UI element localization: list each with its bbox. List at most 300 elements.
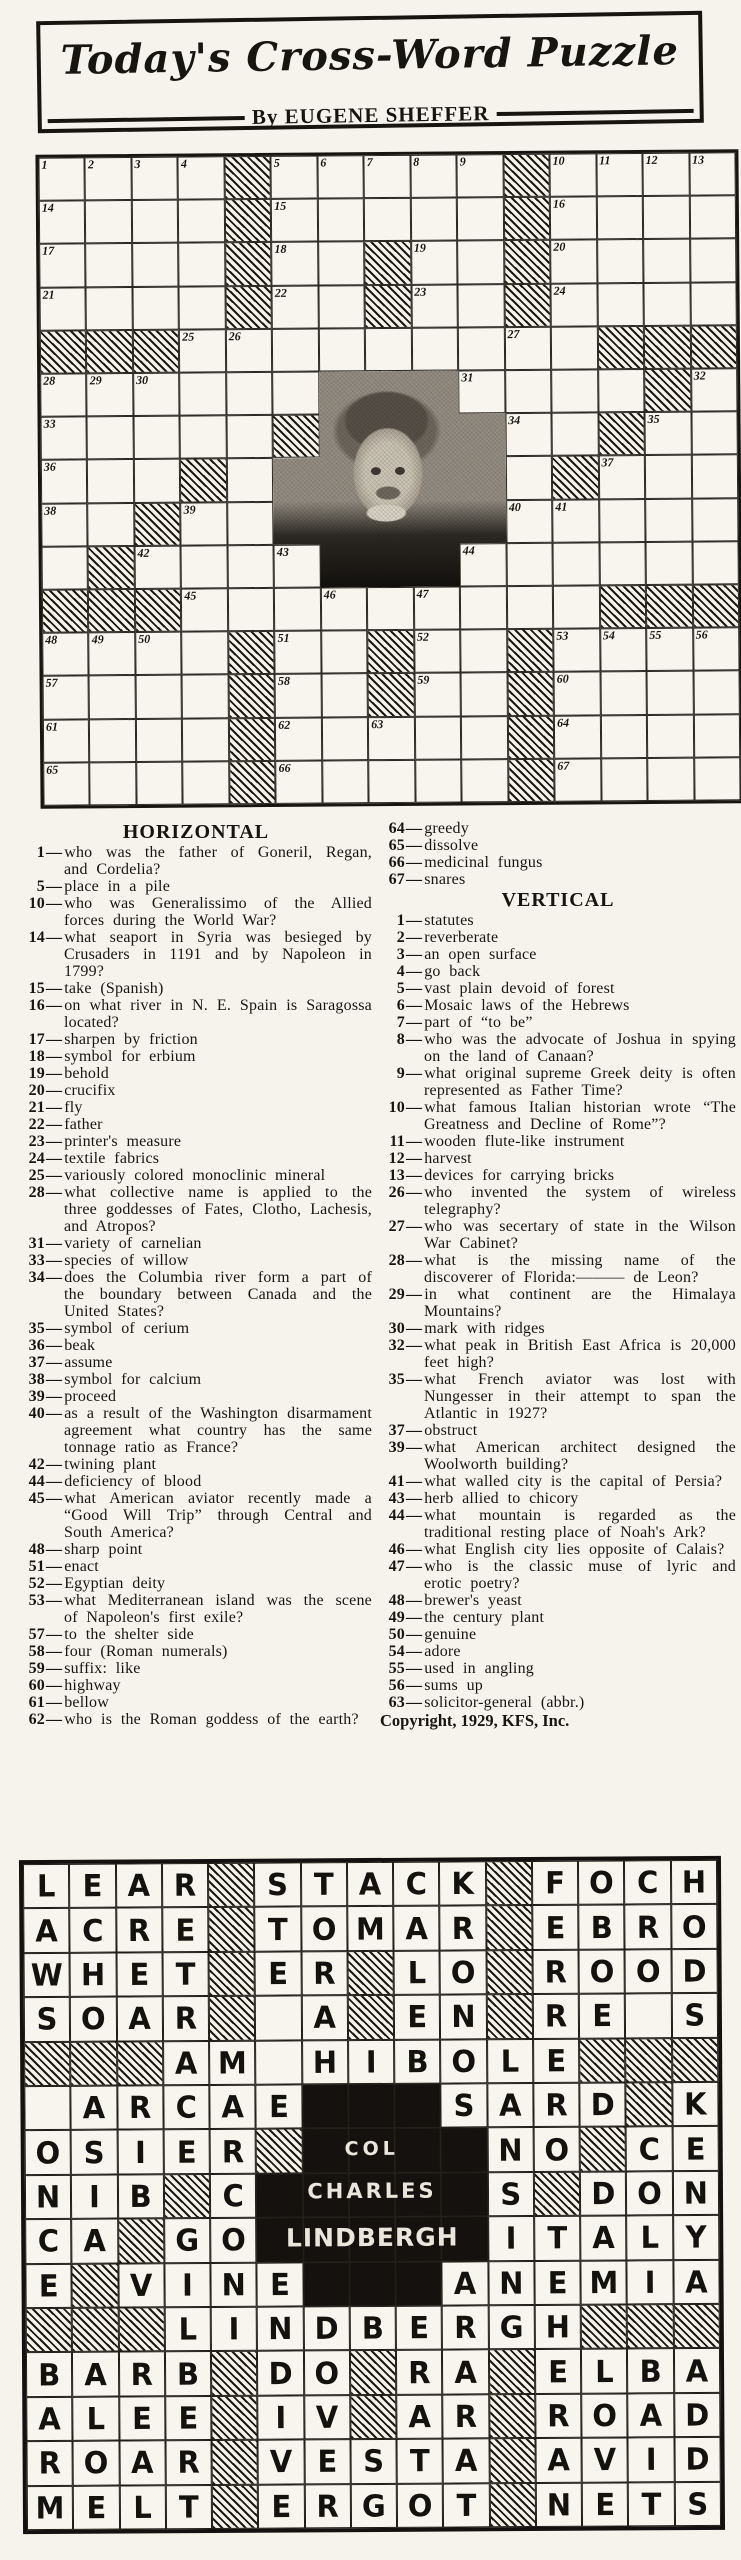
clue-text: what English city lies opposite of Calais? — [424, 1541, 725, 1558]
clue-number: 36 — [28, 1337, 45, 1354]
clue-text: what mountain is regarded as the traditional resting place of Noah's Ark? — [424, 1507, 736, 1541]
clue-item — [20, 1031, 372, 1048]
solution-letter: A — [639, 2397, 663, 2434]
photo-caption-cell — [394, 2084, 441, 2129]
clue-number: 28 — [28, 1184, 45, 1201]
clue-number: 52 — [28, 1575, 45, 1592]
clue-item — [380, 854, 736, 871]
solution-cell — [533, 1994, 580, 2039]
solution-cell — [533, 2038, 580, 2083]
grid-cell — [364, 198, 411, 242]
clue-text: proceed — [64, 1388, 117, 1405]
clue-text: what is the missing name of the discoverer of Florida:——— de Leon? — [424, 1252, 736, 1286]
clue-item — [20, 1065, 372, 1082]
solution-letter: L — [36, 1868, 56, 1905]
solution-letter: O — [635, 1953, 661, 1990]
clue-item — [20, 1473, 372, 1490]
clue-dash: — — [46, 1660, 63, 1677]
clue-number: 67 — [388, 871, 405, 888]
cell-number: 4 — [180, 156, 187, 171]
grid-cell — [319, 328, 366, 372]
cell-number: 45 — [184, 588, 197, 603]
clue-item — [20, 1184, 372, 1235]
cell-number: 25 — [182, 329, 195, 344]
clue-dash: — — [46, 1371, 63, 1388]
clue-dash: — — [406, 1422, 423, 1439]
cell-number: 29 — [89, 373, 102, 388]
clue-item — [20, 1371, 372, 1388]
grid-cell — [599, 499, 646, 543]
grid-cell — [178, 199, 225, 243]
cell-number: 18 — [274, 242, 287, 257]
solution-letter: T — [641, 2486, 662, 2523]
solution-letter: R — [177, 2444, 200, 2481]
solution-cell — [578, 1905, 625, 1950]
grid-cell — [550, 240, 597, 284]
grid-cell — [643, 239, 690, 283]
solution-cell — [535, 2394, 582, 2439]
solution-letter: E — [407, 1999, 428, 2036]
solution-letter: T — [313, 1866, 334, 1903]
cell-number: 37 — [601, 455, 614, 470]
grid-cell — [271, 156, 318, 200]
solution-letter: E — [82, 1867, 103, 1904]
clue-number: 49 — [388, 1609, 405, 1626]
solution-cell — [672, 2082, 719, 2127]
grid-cell — [554, 758, 601, 802]
clue-item — [20, 1116, 372, 1133]
solution-letter: O — [221, 2222, 246, 2259]
grid-cell — [598, 369, 645, 413]
solution-cell — [626, 2171, 673, 2216]
grid-cell — [457, 154, 504, 198]
clue-text: crucifix — [64, 1082, 116, 1099]
clue-item — [380, 871, 736, 888]
clue-dash: — — [46, 980, 63, 997]
grid-cell — [644, 282, 691, 326]
solution-letter: L — [133, 2489, 152, 2526]
solution-cell — [532, 1861, 579, 1906]
solution-cell — [117, 2085, 164, 2130]
solution-cell — [24, 1997, 71, 2042]
clue-number: 50 — [388, 1626, 405, 1643]
grid-cell — [227, 545, 274, 589]
solution-letter: L — [178, 2311, 198, 2348]
solution-letter: C — [638, 2130, 661, 2167]
clue-number: 29 — [388, 1286, 405, 1303]
solution-cell — [673, 2171, 720, 2216]
grid-cell — [506, 543, 553, 587]
clue-item — [380, 1184, 736, 1218]
grid-cell — [179, 286, 226, 330]
solution-cell — [440, 2039, 487, 2084]
solution-letter: R — [636, 1908, 660, 1945]
clue-dash: — — [46, 1167, 63, 1184]
clue-item — [380, 1694, 736, 1711]
solution-cell — [73, 2485, 120, 2530]
black-cell — [508, 759, 555, 803]
clue-item — [20, 1541, 372, 1558]
solution-cell — [674, 2437, 721, 2482]
clue-dash: — — [406, 1439, 423, 1456]
clue-item — [380, 980, 736, 997]
solution-cell — [164, 2218, 211, 2263]
solution-cell — [443, 2483, 490, 2528]
grid-cell — [693, 714, 740, 758]
solution-cell — [534, 2260, 581, 2305]
solution-letter: R — [454, 2309, 477, 2346]
solution-cell — [209, 2040, 256, 2085]
clue-text: solicitor-general (abbr.) — [424, 1694, 585, 1711]
clue-number: 11 — [389, 1133, 405, 1150]
clue-item — [380, 1371, 736, 1422]
solution-cell — [532, 1905, 579, 1950]
grid-cell — [228, 588, 275, 632]
grid-cell — [461, 672, 508, 716]
cell-number: 34 — [508, 413, 521, 428]
solution-cell — [163, 2085, 210, 2130]
grid-cell — [274, 544, 321, 588]
clue-number: 55 — [388, 1660, 405, 1677]
grid-cell — [317, 155, 364, 199]
horizontal-clues-continued — [380, 820, 736, 888]
grid-cell — [41, 503, 88, 547]
solution-letter: R — [174, 2000, 198, 2037]
clue-item — [380, 1252, 736, 1286]
cell-number: 48 — [45, 632, 58, 647]
clue-item — [380, 1337, 736, 1371]
clue-text: does the Columbia river form a part of the boundary between Canada and the United States? — [64, 1269, 372, 1320]
solution-letter: E — [409, 2309, 430, 2346]
solution-cell — [627, 2349, 674, 2394]
grid-cell — [272, 372, 319, 416]
horizontal-clues-list — [20, 844, 372, 1728]
black-cell — [86, 330, 133, 374]
black-cell — [225, 286, 272, 330]
solution-cell — [166, 2485, 213, 2530]
grid-cell — [646, 541, 693, 585]
black-cell — [690, 325, 737, 369]
clue-number: 53 — [28, 1592, 45, 1609]
clue-dash: — — [406, 1286, 423, 1303]
solution-cell — [25, 2175, 72, 2220]
solution-cell — [162, 1907, 209, 1952]
clue-number: 5 — [396, 980, 405, 997]
clue-number: 26 — [388, 1184, 405, 1201]
solution-cell — [304, 2439, 351, 2484]
clue-item — [20, 878, 372, 895]
solution-cell — [581, 2393, 628, 2438]
clue-number: 51 — [28, 1558, 45, 1575]
solution-letter: A — [685, 2352, 709, 2389]
solution-cell — [303, 2306, 350, 2351]
solution-cell — [254, 1862, 301, 1907]
grid-cell — [181, 545, 228, 589]
clue-item — [380, 1218, 736, 1252]
solution-letter: M — [355, 1910, 385, 1947]
grid-cell — [132, 243, 179, 287]
clue-text: genuine — [424, 1626, 477, 1643]
solution-letter: O — [589, 1953, 615, 1990]
solution-letter: H — [312, 2044, 338, 2081]
solution-letter: O — [588, 1864, 614, 1901]
title-box — [36, 11, 704, 133]
black-cell — [486, 1861, 533, 1906]
cell-number: 53 — [556, 628, 569, 643]
black-cell — [673, 2304, 720, 2349]
grid-cell — [367, 587, 414, 631]
solution-cell — [71, 2130, 118, 2175]
solution-cell — [73, 2441, 120, 2486]
solution-cell — [534, 2127, 581, 2172]
solution-cell — [535, 2305, 582, 2350]
clue-number: 20 — [28, 1082, 45, 1099]
black-cell — [134, 502, 181, 546]
grid-cell — [457, 240, 504, 284]
clue-dash: — — [46, 1388, 63, 1405]
clue-text: on what river in N. E. Spain is Saragossa located? — [64, 997, 372, 1031]
black-cell — [579, 2038, 626, 2083]
grid-cell — [645, 412, 692, 456]
solution-letter: T — [409, 2443, 430, 2480]
clue-number: 66 — [388, 854, 405, 871]
solution-letter: H — [80, 1956, 106, 1993]
clue-dash: — — [46, 1235, 63, 1252]
clue-text: variety of carnelian — [64, 1235, 202, 1252]
grid-cell — [689, 195, 736, 239]
solution-cell — [534, 2216, 581, 2261]
cell-number: 12 — [645, 152, 658, 167]
solution-letter: G — [499, 2309, 524, 2346]
clue-text: vast plain devoid of forest — [424, 980, 615, 997]
solution-cell — [255, 1951, 302, 1996]
solution-cell — [580, 2082, 627, 2127]
grid-cell — [179, 243, 226, 287]
solution-cell — [441, 2083, 488, 2128]
black-cell — [626, 2082, 673, 2127]
grid-cell — [460, 586, 507, 630]
clue-dash: — — [406, 1609, 423, 1626]
clue-text: enact — [64, 1558, 99, 1575]
solution-cell — [301, 1951, 348, 1996]
clue-text: what American aviator recently made a “Good Will Trip” through Central and South America? — [64, 1490, 372, 1541]
grid-cell — [321, 674, 368, 718]
clue-item — [380, 820, 736, 837]
grid-cell — [364, 155, 411, 199]
solution-letter: R — [408, 2354, 431, 2391]
clue-item — [20, 1167, 372, 1184]
cell-number: 13 — [691, 152, 705, 167]
solution-cell — [347, 1862, 394, 1907]
solution-letter: S — [83, 2134, 105, 2171]
grid-cell — [272, 328, 319, 372]
clue-item — [20, 1269, 372, 1320]
black-cell — [211, 2351, 258, 2396]
clue-number: 9 — [396, 1065, 405, 1082]
clue-number: 19 — [28, 1065, 45, 1082]
clue-text: adore — [424, 1643, 461, 1660]
solution-cell — [674, 2393, 721, 2438]
clue-text: mark with ridges — [424, 1320, 545, 1337]
solution-cell — [394, 1950, 441, 1995]
solution-cell — [488, 2261, 535, 2306]
solution-cell — [165, 2440, 212, 2485]
black-cell — [504, 240, 551, 284]
grid-cell — [42, 546, 89, 590]
byline-rule-left — [48, 115, 245, 122]
clue-dash: — — [406, 912, 423, 929]
solution-cell — [674, 2481, 721, 2526]
black-cell — [212, 2484, 259, 2529]
solution-letter: E — [269, 2266, 291, 2303]
clue-number: 39 — [388, 1439, 405, 1456]
clue-number: 60 — [28, 1677, 45, 1694]
cell-number: 64 — [556, 715, 570, 730]
vertical-clues-list — [380, 912, 736, 1711]
clue-dash: — — [46, 1133, 63, 1150]
grid-cell — [647, 714, 694, 758]
solution-letter: E — [685, 2130, 706, 2167]
solution-cell — [70, 1908, 117, 1953]
clue-item — [380, 946, 736, 963]
clue-item — [20, 929, 372, 980]
black-cell — [118, 2307, 165, 2352]
clue-dash: — — [46, 1065, 63, 1082]
clue-dash: — — [406, 1558, 423, 1575]
solution-cell — [627, 2215, 674, 2260]
clue-item — [20, 1405, 372, 1456]
solution-letter: S — [453, 2087, 475, 2124]
black-cell — [228, 674, 275, 718]
black-cell — [212, 2440, 259, 2485]
clue-number: 41 — [388, 1473, 405, 1490]
solution-grid — [19, 1856, 725, 2534]
solution-cell — [258, 2440, 305, 2485]
solution-cell — [257, 2351, 304, 2396]
clue-item — [20, 895, 372, 929]
photo-cell — [24, 2086, 71, 2131]
byline-rule-right — [496, 108, 693, 115]
solution-letter: R — [545, 2087, 568, 2123]
clue-number: 4 — [396, 963, 405, 980]
clue-item — [20, 1575, 372, 1592]
grid-cell — [457, 197, 504, 241]
solution-cell — [69, 1864, 116, 1909]
cell-number: 57 — [45, 676, 58, 691]
solution-letter: A — [454, 2442, 478, 2479]
clue-number: 35 — [28, 1320, 45, 1337]
cell-number: 41 — [555, 499, 568, 514]
clue-item — [380, 1473, 736, 1490]
grid-cell — [181, 588, 228, 632]
clue-dash: — — [406, 1626, 423, 1643]
grid-cell — [41, 417, 88, 461]
solution-cell — [119, 2485, 166, 2530]
clue-text: textile fabrics — [64, 1150, 160, 1167]
solution-letter: C — [636, 1864, 659, 1901]
solution-cell — [628, 2482, 675, 2527]
clue-dash: — — [46, 1575, 63, 1592]
grid-cell — [600, 628, 647, 672]
cell-number: 44 — [462, 543, 475, 558]
clue-number: 64 — [388, 820, 405, 837]
grid-cell — [86, 287, 133, 331]
clue-text: sharp point — [64, 1541, 143, 1558]
clue-number: 27 — [388, 1218, 405, 1235]
solution-cell — [117, 2130, 164, 2175]
clue-dash: — — [406, 1218, 423, 1235]
clue-text: who was the advocate of Joshua in spying on the land of Canaan? — [424, 1031, 736, 1065]
black-cell — [70, 2041, 117, 2086]
clue-number: 37 — [28, 1354, 45, 1371]
black-cell — [118, 2218, 165, 2263]
solution-cell — [440, 1994, 487, 2039]
solution-letter: D — [590, 2086, 615, 2123]
solution-letter: V — [129, 2267, 153, 2304]
clue-dash: — — [46, 997, 63, 1014]
clue-text: who is the classic muse of lyric and erotic poetry? — [424, 1558, 736, 1592]
cell-number: 47 — [416, 586, 429, 601]
clue-text: highway — [64, 1677, 121, 1694]
black-cell — [507, 672, 554, 716]
clue-text: symbol of cerium — [64, 1320, 190, 1337]
solution-cell — [628, 2437, 675, 2482]
clue-number: 15 — [28, 980, 45, 997]
grid-cell — [180, 415, 227, 459]
grid-cell — [690, 239, 737, 283]
solution-letter: E — [132, 2400, 153, 2437]
clue-number: 1 — [396, 912, 405, 929]
grid-cell — [43, 762, 90, 806]
clue-number: 22 — [28, 1116, 45, 1133]
cell-number: 10 — [552, 153, 565, 168]
cell-number: 58 — [277, 674, 290, 689]
grid-cell — [321, 630, 368, 674]
clue-text: as a result of the Washington disarmament agreement what country has the same tonnage ratio as France? — [64, 1405, 372, 1456]
grid-cell — [42, 633, 89, 677]
solution-letter: S — [36, 2001, 58, 2038]
clue-dash: — — [46, 1592, 63, 1609]
clue-dash: — — [46, 1252, 63, 1269]
clue-dash: — — [406, 929, 423, 946]
clue-text: what Mediterranean island was the scene of Napoleon's first exile? — [64, 1592, 372, 1626]
black-cell — [208, 1907, 255, 1952]
cell-number: 28 — [43, 373, 56, 388]
clue-number: 33 — [28, 1252, 45, 1269]
grid-cell — [601, 758, 648, 802]
clue-number: 59 — [28, 1660, 45, 1677]
clue-item — [380, 837, 736, 854]
solution-letter: I — [134, 2134, 146, 2170]
solution-cell — [258, 2395, 305, 2440]
solution-cell — [671, 1949, 718, 1994]
clue-number: 44 — [28, 1473, 45, 1490]
solution-letter: A — [408, 2398, 431, 2435]
solution-letter: F — [545, 1865, 566, 1901]
cell-number: 5 — [273, 155, 280, 170]
solution-cell — [397, 2439, 444, 2484]
clue-text: herb allied to chicory — [424, 1490, 579, 1507]
grid-cell — [645, 498, 692, 542]
clue-dash: — — [46, 1048, 63, 1065]
cell-number: 21 — [42, 287, 55, 302]
grid-cell — [506, 499, 553, 543]
cell-number: 22 — [274, 285, 287, 300]
clue-dash: — — [406, 837, 423, 854]
grid-cell — [461, 759, 508, 803]
solution-letter: N — [35, 2179, 61, 2215]
solution-letter: N — [268, 2310, 293, 2347]
